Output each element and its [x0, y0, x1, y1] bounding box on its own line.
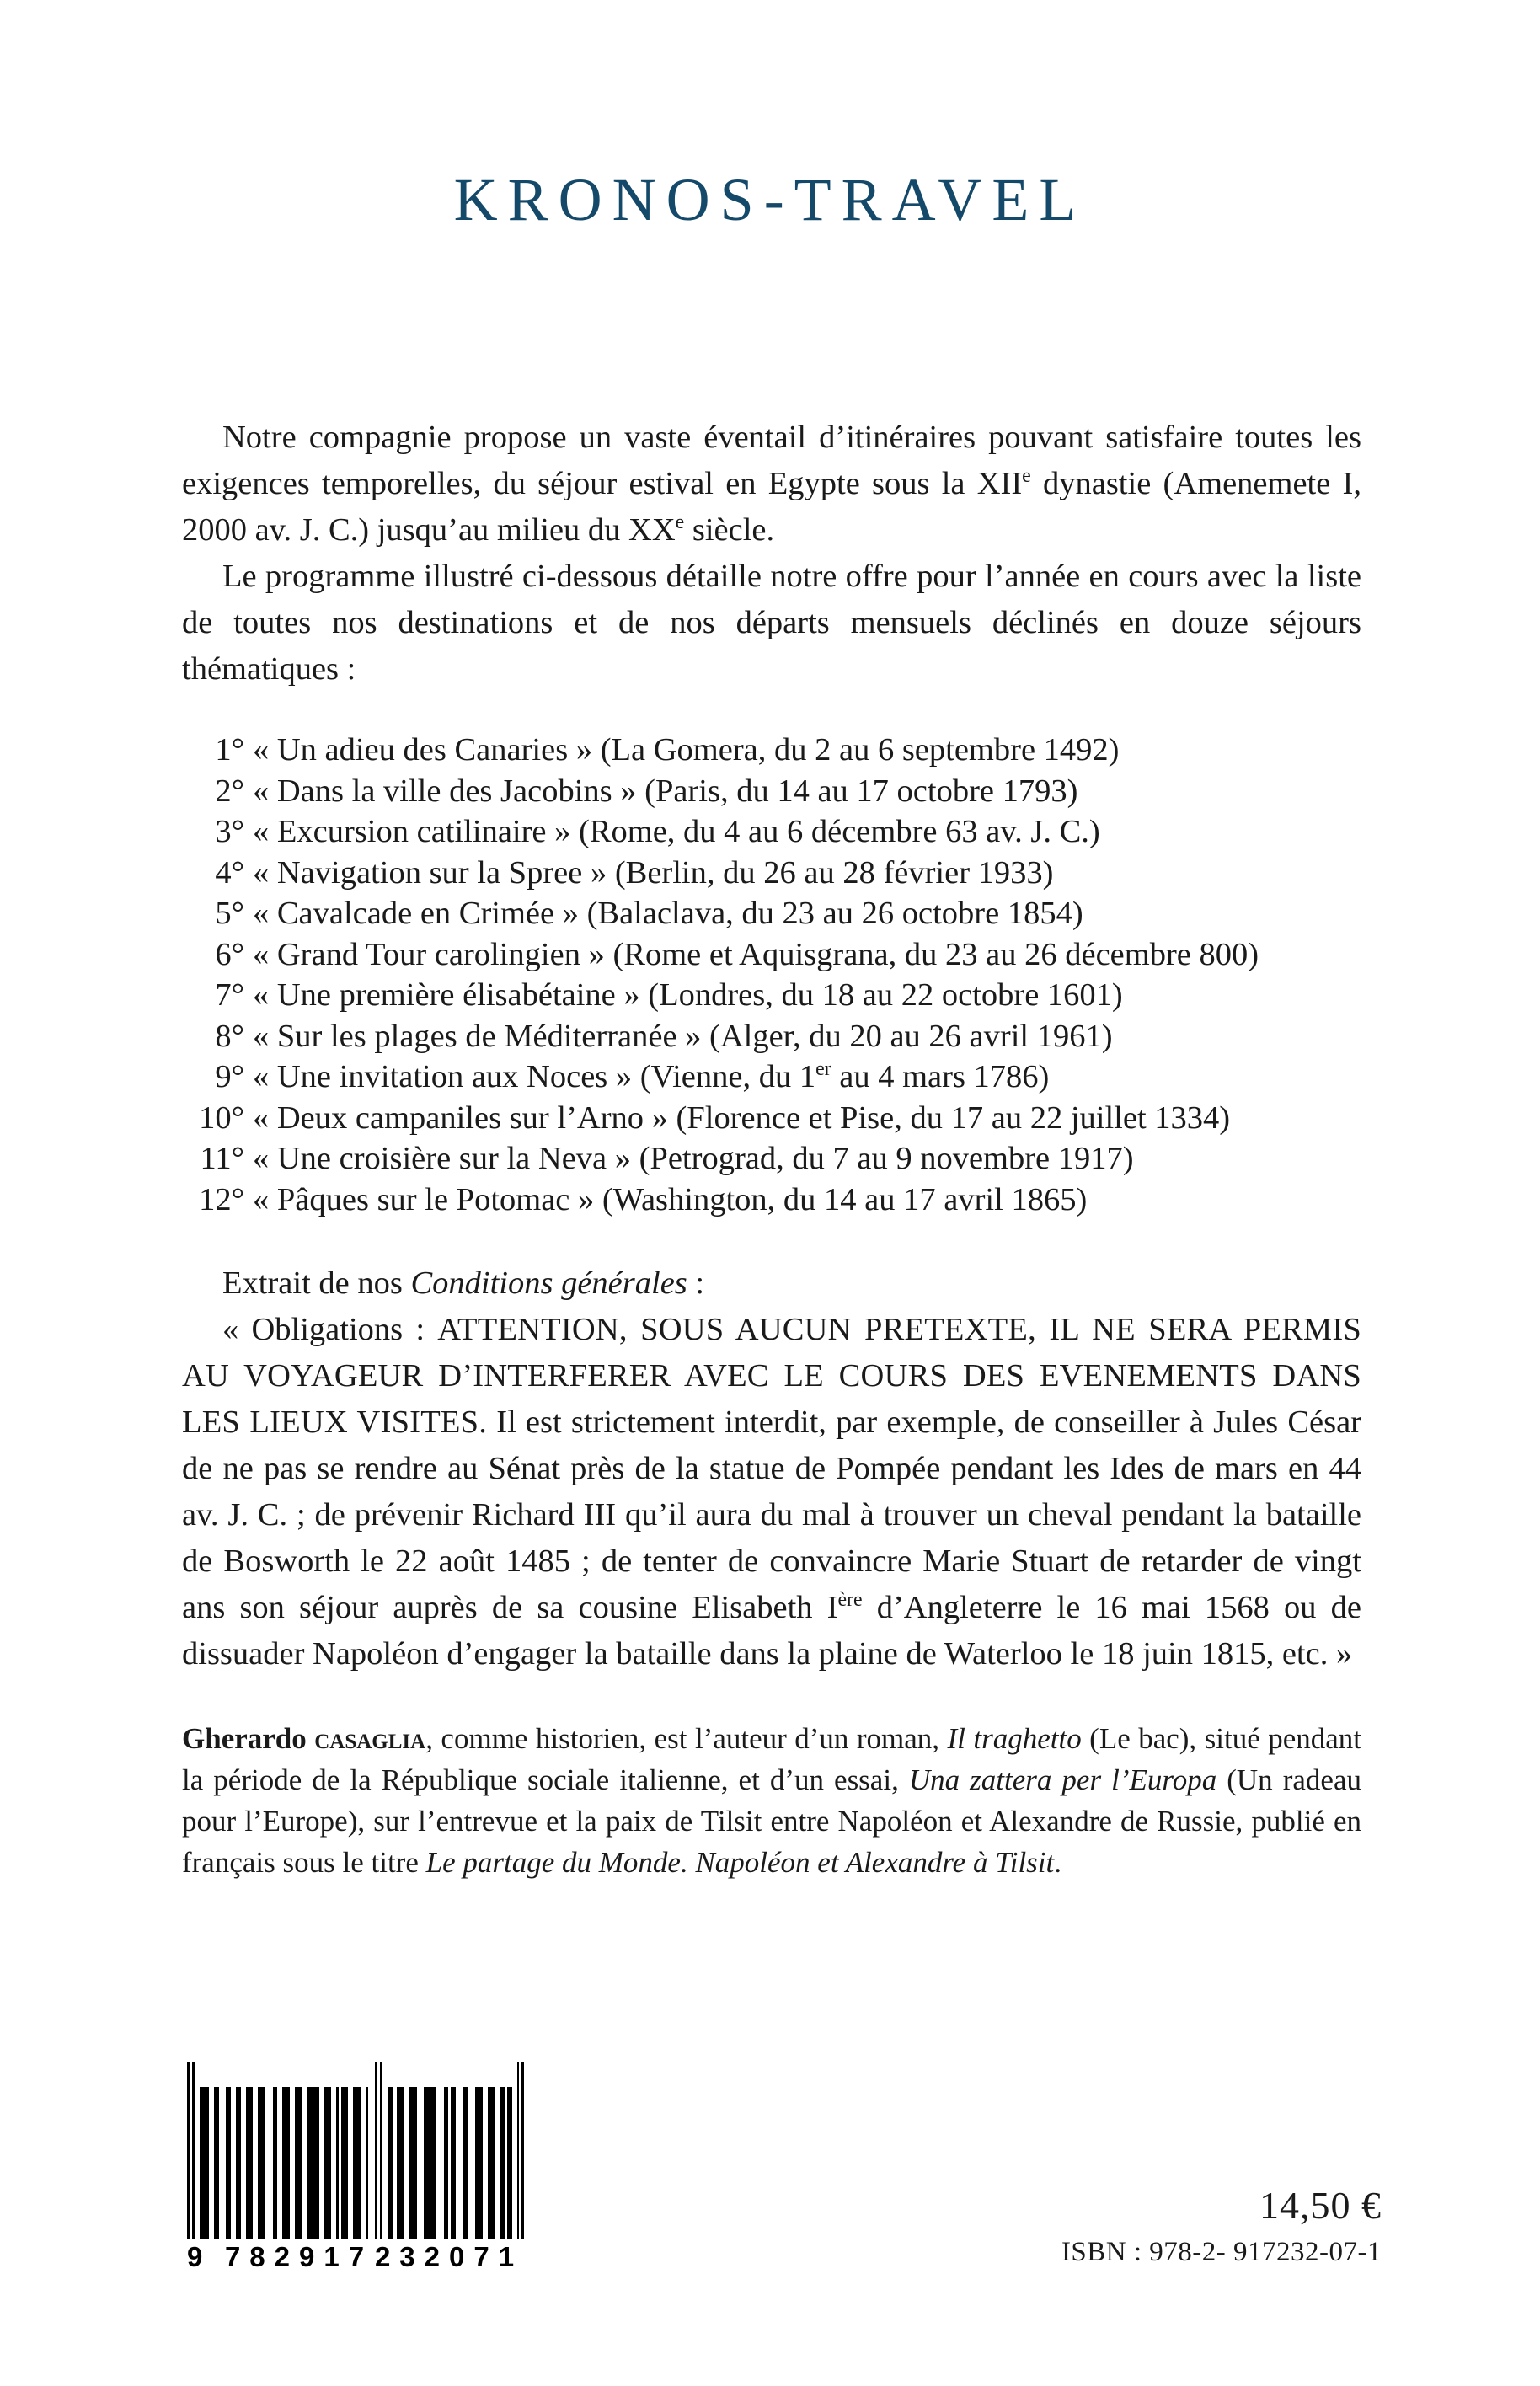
- itinerary-text: « Grand Tour carolingien » (Rome et Aquisgrana, du 23 au 26 décembre 800): [253, 936, 1259, 972]
- list-item: [182, 771, 1361, 812]
- conditions-block: [182, 1260, 1361, 1677]
- conditions-quote: [182, 1307, 1361, 1677]
- bio-book-title-3: Le partage du Monde. Napoléon et Alexandre à Tilsit: [425, 1846, 1055, 1879]
- list-item: [182, 1016, 1361, 1057]
- itinerary-number: 5°: [215, 896, 244, 931]
- intro-paragraph-2: Le programme illustré ci-dessous détaille notre offre pour l’année en cours avec la liste de toutes nos destinations et de nos départs mensuels déclinés en douze séjours thématiques :: [182, 559, 1361, 687]
- itinerary-number: 4°: [215, 854, 244, 891]
- list-item: [182, 1098, 1361, 1139]
- intro-paragraph-1: [182, 415, 1361, 554]
- list-item: [182, 811, 1361, 853]
- itinerary-text: « Pâques sur le Potomac » (Washington, du 14 au 17 avril 1865): [253, 1181, 1088, 1217]
- itinerary-ordinal-sup: er: [815, 1058, 831, 1081]
- page-title: KRONOS-TRAVEL: [453, 166, 1087, 233]
- itinerary-text: « Navigation sur la Spree » (Berlin, du 26 au 28 février 1933): [253, 854, 1054, 891]
- barcode: [187, 2062, 524, 2275]
- conditions-lead-after: :: [687, 1265, 705, 1301]
- quote-open: « Obligations :: [222, 1312, 438, 1347]
- price-isbn-block: [1061, 2182, 1382, 2271]
- itinerary-number: 6°: [215, 936, 244, 972]
- list-item: [182, 1138, 1361, 1180]
- intro-p1-part3: siècle.: [684, 512, 775, 548]
- bio-text-3: (Un radeau pour l’Europe), sur l’entrevue et la paix de Tilsit entre Napoléon et Alexandre de Russie, publié en français sous le titre: [182, 1763, 1361, 1879]
- author-last-name: casaglia: [314, 1722, 426, 1755]
- isbn: ISBN : 978-2- 917232-07-1: [1061, 2237, 1382, 2267]
- quote-part-1: Il est strictement interdit, par exemple, de conseiller à Jules César de ne pas se rendre au Sénat près de la statue de Pompée pendant les Ides de mars en 44 av. J. C. ; de prévenir Richard III qu’il aura du mal à trouver un cheval pendant la bataille de Bosworth le 22 août 1485 ; de tenter de convaincre Marie Stuart de retarder de vingt ans son séjour auprès de sa cousine Elisabeth I: [182, 1404, 1361, 1625]
- barcode-lead-digit: 9: [187, 2241, 204, 2272]
- bio-book-title-1: Il traghetto: [947, 1722, 1082, 1755]
- barcode-right-group: 232071: [374, 2241, 524, 2272]
- itinerary-text: « Un adieu des Canaries » (La Gomera, du 2 au 6 septembre 1492): [253, 732, 1120, 768]
- itinerary-text: « Deux campaniles sur l’Arno » (Florence et Pise, du 17 au 22 juillet 1334): [253, 1099, 1231, 1136]
- bio-text-4: .: [1054, 1846, 1062, 1879]
- barcode-digits: [187, 2241, 524, 2275]
- itinerary-number: 11°: [200, 1141, 244, 1176]
- itinerary-text: « Sur les plages de Méditerranée » (Alger, du 20 au 26 avril 1961): [253, 1018, 1113, 1054]
- itinerary-text-before: « Une invitation aux Noces » (Vienne, du 1: [253, 1059, 816, 1094]
- list-item: [182, 1057, 1361, 1098]
- author-bio: [182, 1718, 1361, 1883]
- bio-book-title-2: Una zattera per l’Europa: [908, 1763, 1217, 1796]
- itinerary-text: « Une croisière sur la Neva » (Petrograd, du 7 au 9 novembre 1917): [253, 1141, 1134, 1176]
- bio-text-2: (Le bac), situé pendant la période de la République sociale italienne, et d’un essai,: [182, 1722, 1362, 1796]
- itinerary-text: « Excursion catilinaire » (Rome, du 4 au 6 décembre 63 av. J. C.): [253, 814, 1100, 849]
- barcode-left-group: 782917: [224, 2241, 374, 2272]
- content-column: [182, 415, 1361, 1913]
- barcode-bars: [187, 2062, 524, 2239]
- list-item: [182, 975, 1361, 1016]
- quote-part-2: d’Angleterre le 16 mai 1568 ou de dissuader Napoléon d’engager la bataille dans la plaine de Waterloo le 18 juin 1815, etc. »: [182, 1590, 1361, 1672]
- intro-p1-part1: Notre compagnie propose un vaste éventail d’itinéraires pouvant satisfaire toutes les exigences temporelles, du séjour estival en Egypte sous la XII: [182, 420, 1361, 501]
- itinerary-text: « Dans la ville des Jacobins » (Paris, du 14 au 17 octobre 1793): [253, 773, 1078, 809]
- itinerary-number: 9°: [215, 1059, 244, 1094]
- list-item: [182, 1180, 1361, 1221]
- itinerary-number: 1°: [215, 732, 244, 768]
- conditions-lead: [182, 1260, 1361, 1307]
- intro-p1-sup1: e: [1022, 465, 1031, 488]
- list-item: [182, 853, 1361, 894]
- itinerary-number: 8°: [215, 1018, 244, 1054]
- itinerary-number: 7°: [215, 977, 244, 1013]
- itinerary-list: [182, 730, 1361, 1220]
- itinerary-number: 2°: [215, 773, 244, 809]
- list-item: [182, 934, 1361, 976]
- itinerary-text: [253, 1057, 1049, 1098]
- list-item: [182, 893, 1361, 934]
- intro-p1-part2: dynastie (Amenemete I, 2000 av. J. C.) jusqu’au milieu du XX: [182, 466, 1361, 548]
- conditions-title: Conditions générales: [410, 1265, 687, 1301]
- list-item: [182, 730, 1361, 771]
- itinerary-text: « Une première élisabétaine » (Londres, du 18 au 22 octobre 1601): [253, 977, 1123, 1013]
- intro-p1-sup2: e: [675, 511, 685, 534]
- price: 14,50 €: [1259, 2184, 1382, 2227]
- conditions-lead-before: Extrait de nos: [222, 1265, 411, 1301]
- bio-text-1: , comme historien, est l’auteur d’un roman,: [425, 1722, 948, 1755]
- itinerary-number: 3°: [215, 814, 244, 849]
- quote-ordinal-sup: ère: [837, 1589, 863, 1612]
- itinerary-text-after: au 4 mars 1786): [831, 1059, 1050, 1094]
- itinerary-number: 12°: [199, 1181, 244, 1217]
- itinerary-text: « Cavalcade en Crimée » (Balaclava, du 23 au 26 octobre 1854): [253, 896, 1083, 931]
- itinerary-number: 10°: [199, 1099, 244, 1136]
- author-first-name: Gherardo: [182, 1722, 315, 1755]
- quote-uppercase-warning: ATTENTION, SOUS AUCUN PRETEXTE, IL NE SERA PERMIS AU VOYAGEUR D’INTERFERER AVEC LE COURS DES EVENEMENTS DANS LES LIEUX VISITES.: [182, 1312, 1361, 1440]
